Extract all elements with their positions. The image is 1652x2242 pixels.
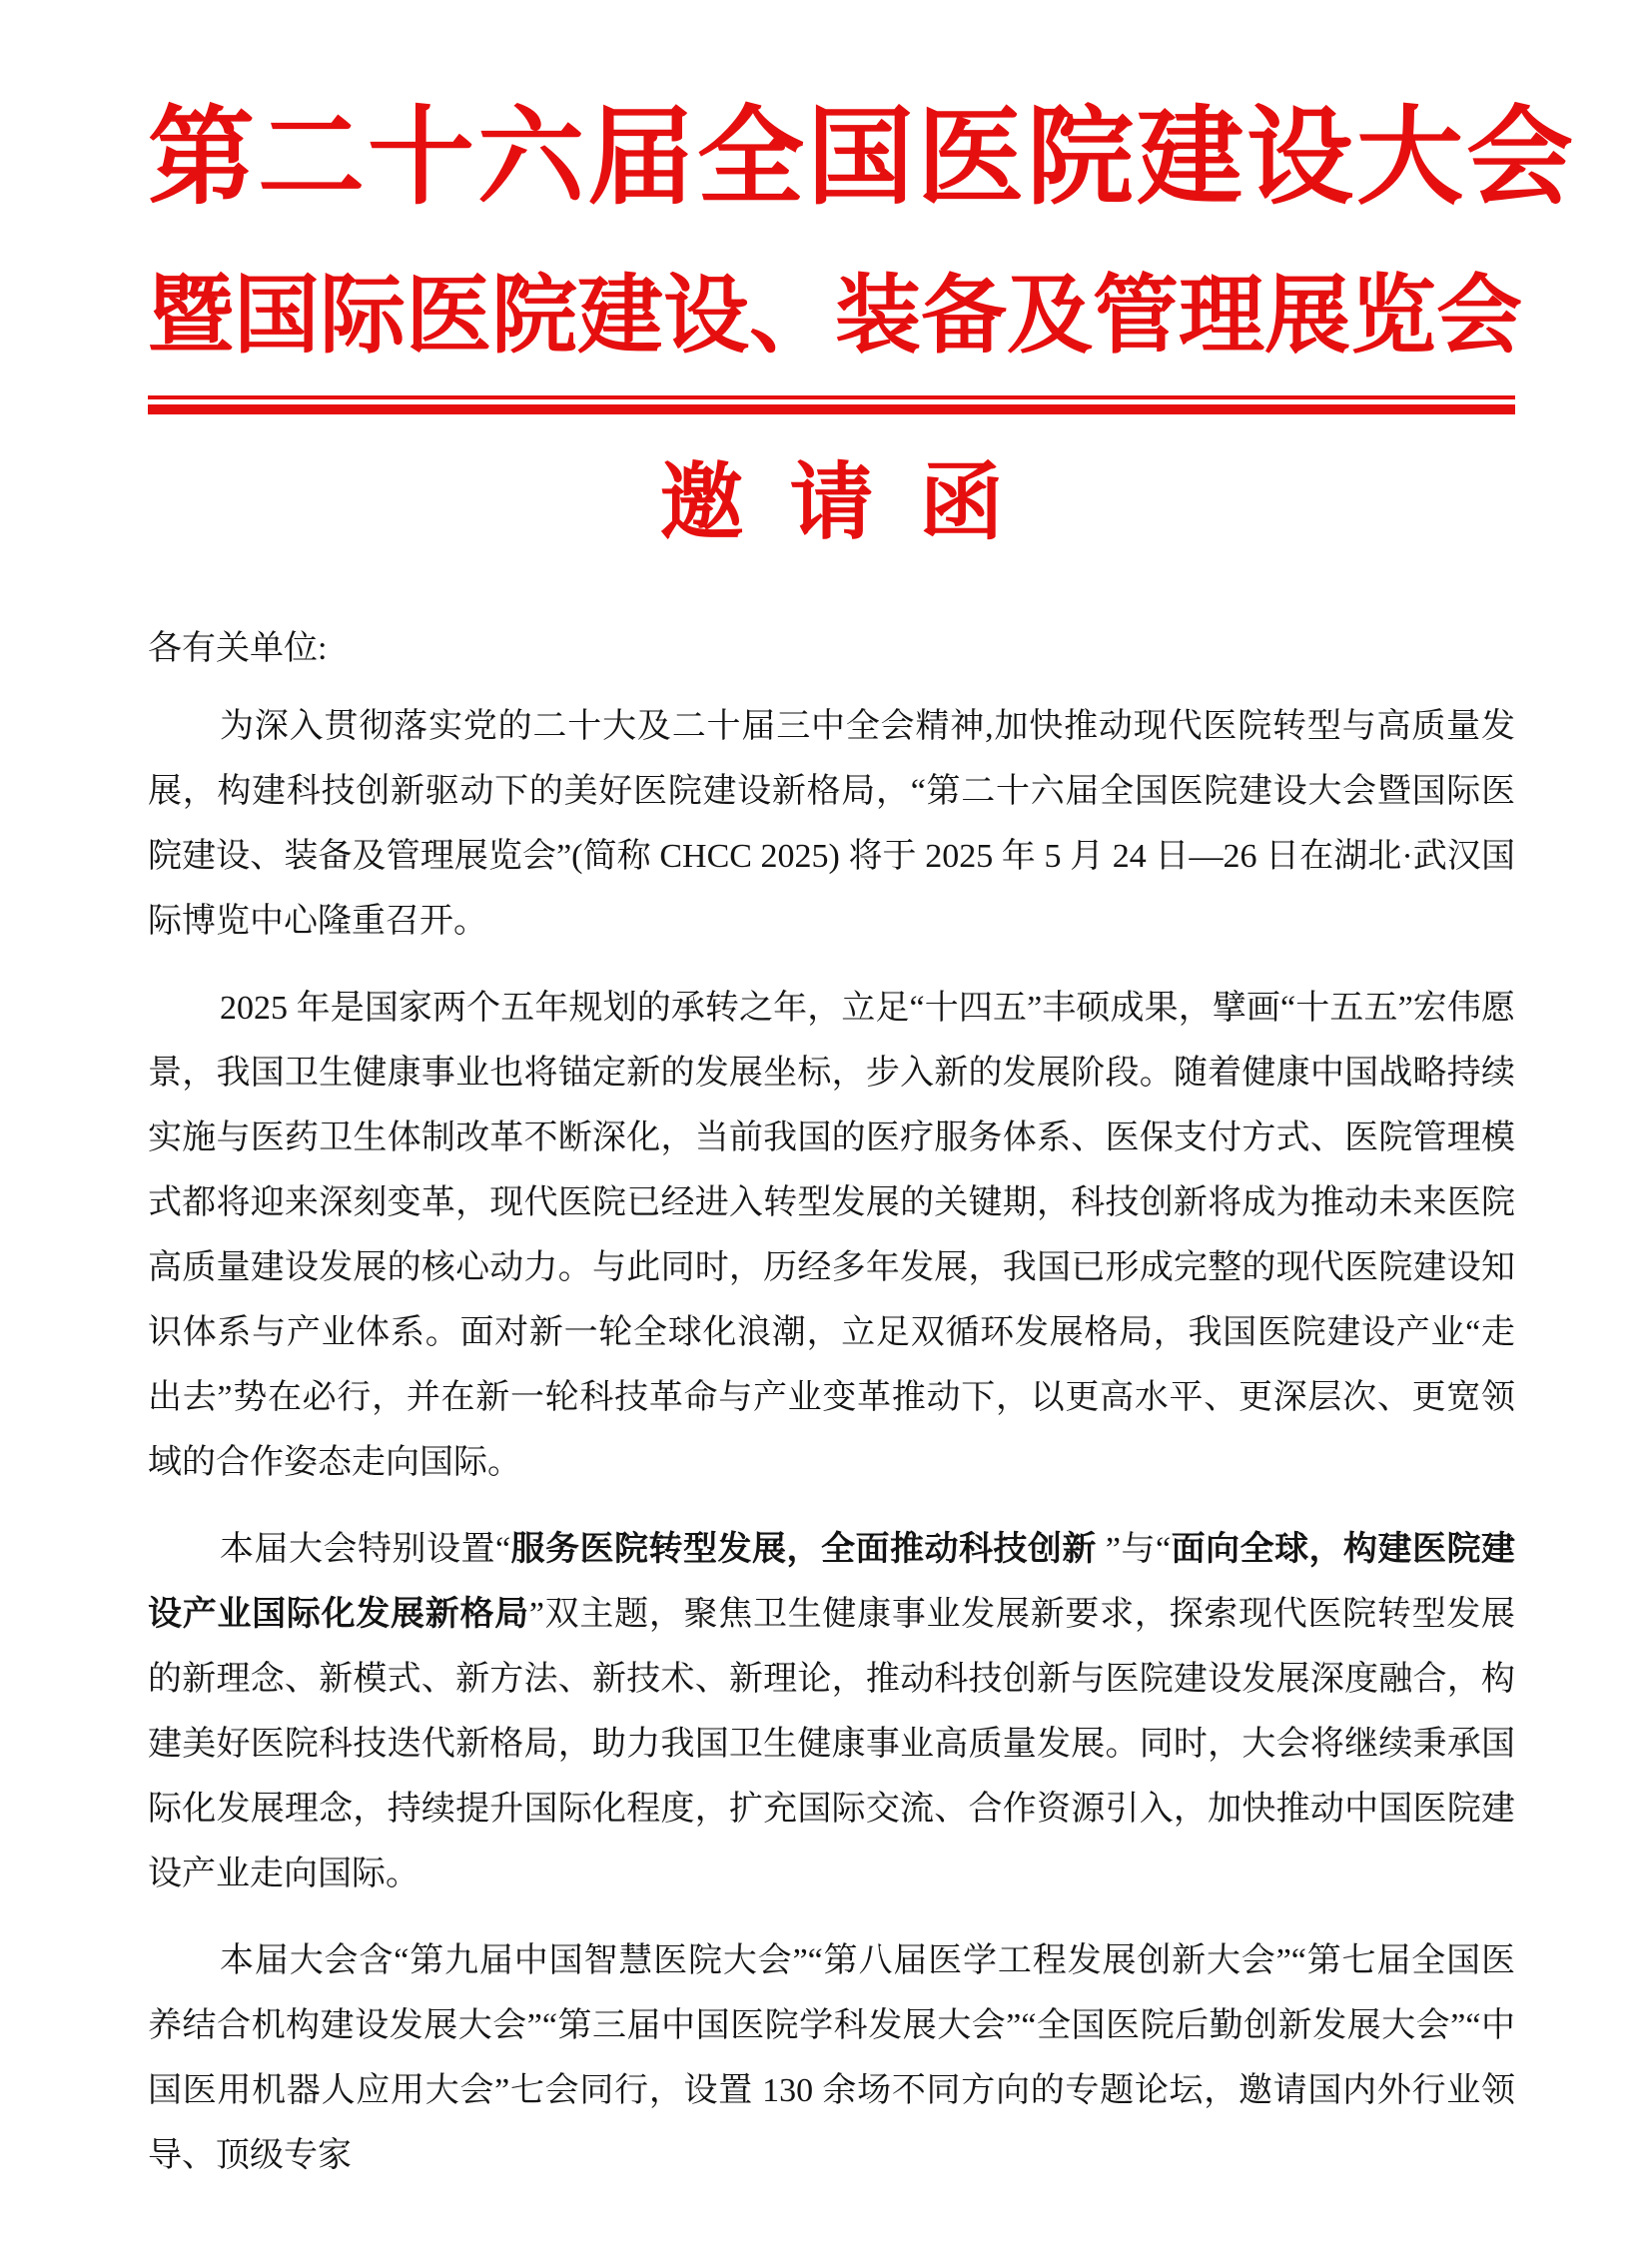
theme-phrase-bold: 服务医院转型发展，全面推动科技创新 (510, 1531, 1097, 1568)
paragraph (148, 694, 1515, 954)
letter-body (148, 616, 1515, 2188)
paragraph (148, 1517, 1515, 1906)
theme-phrase-bold: 面向全球，构建医院建设产业国际化发展新格局 (148, 1531, 1516, 1633)
paragraphs-container (148, 694, 1515, 2188)
paragraph (148, 1928, 1515, 2188)
conference-title-line2: 暨国际医院建设、装备及管理展览会 (148, 268, 1522, 364)
invitation-heading: 邀请函 (659, 457, 1050, 550)
letterhead (148, 95, 1577, 554)
paragraph-text: 本届大会含“第九届中国智慧医院大会”“第八届医学工程发展创新大会”“第七届全国医养结合机构建设发展大会”“第三届中国医院学科发展大会”“全国医院后勤创新发展大会”“中国医用机器人应用大会”七会同行，设置 130 余场不同方向的专题论坛，邀请国内外行业领导、顶级专家 (148, 1942, 1515, 2174)
salutation: 各有关单位: (148, 630, 328, 667)
paragraph-text: 为深入贯彻落实党的二十大及二十届三中全会精神,加快推动现代医院转型与高质量发展，构建科技创新驱动下的美好医院建设新格局，“第二十六届全国医院建设大会暨国际医院建设、装备及管理展览会”(简称 CHCC 2025) 将于 2025 年 5 月 24 日—26 日在湖北·武汉国际博览中心隆重召开。 (148, 708, 1515, 940)
paragraph (148, 976, 1515, 1495)
paragraph-text: ”与“ (1096, 1531, 1172, 1568)
double-rule-divider (148, 395, 1515, 414)
conference-title-line1: 第二十六届全国医院建设大会 (148, 100, 1577, 218)
paragraph-text: 本届大会特别设置“ (220, 1531, 511, 1568)
paragraph-text: ”双主题，聚焦卫生健康事业发展新要求，探索现代医院转型发展的新理念、新模式、新方法、新技术、新理论，推动科技创新与医院建设发展深度融合，构建美好医院科技迭代新格局，助力我国卫生健康事业高质量发展。同时，大会将继续秉承国际化发展理念，持续提升国际化程度，扩充国际交流、合作资源引入，加快推动中国医院建设产业走向国际。 (148, 1596, 1515, 1892)
divider-thick-line (148, 404, 1515, 414)
paragraph-text: 2025 年是国家两个五年规划的承转之年，立足“十四五”丰硕成果，擘画“十五五”宏伟愿景，我国卫生健康事业也将锚定新的发展坐标，步入新的发展阶段。随着健康中国战略持续实施与医药卫生体制改革不断深化，当前我国的医疗服务体系、医保支付方式、医院管理模式都将迎来深刻变革，现代医院已经进入转型发展的关键期，科技创新将成为推动未来医院高质量建设发展的核心动力。与此同时，历经多年发展，我国已形成完整的现代医院建设知识体系与产业体系。面对新一轮全球化浪潮，立足双循环发展格局，我国医院建设产业“走出去”势在必行，并在新一轮科技革命与产业变革推动下，以更高水平、更深层次、更宽领域的合作姿态走向国际。 (148, 990, 1515, 1481)
